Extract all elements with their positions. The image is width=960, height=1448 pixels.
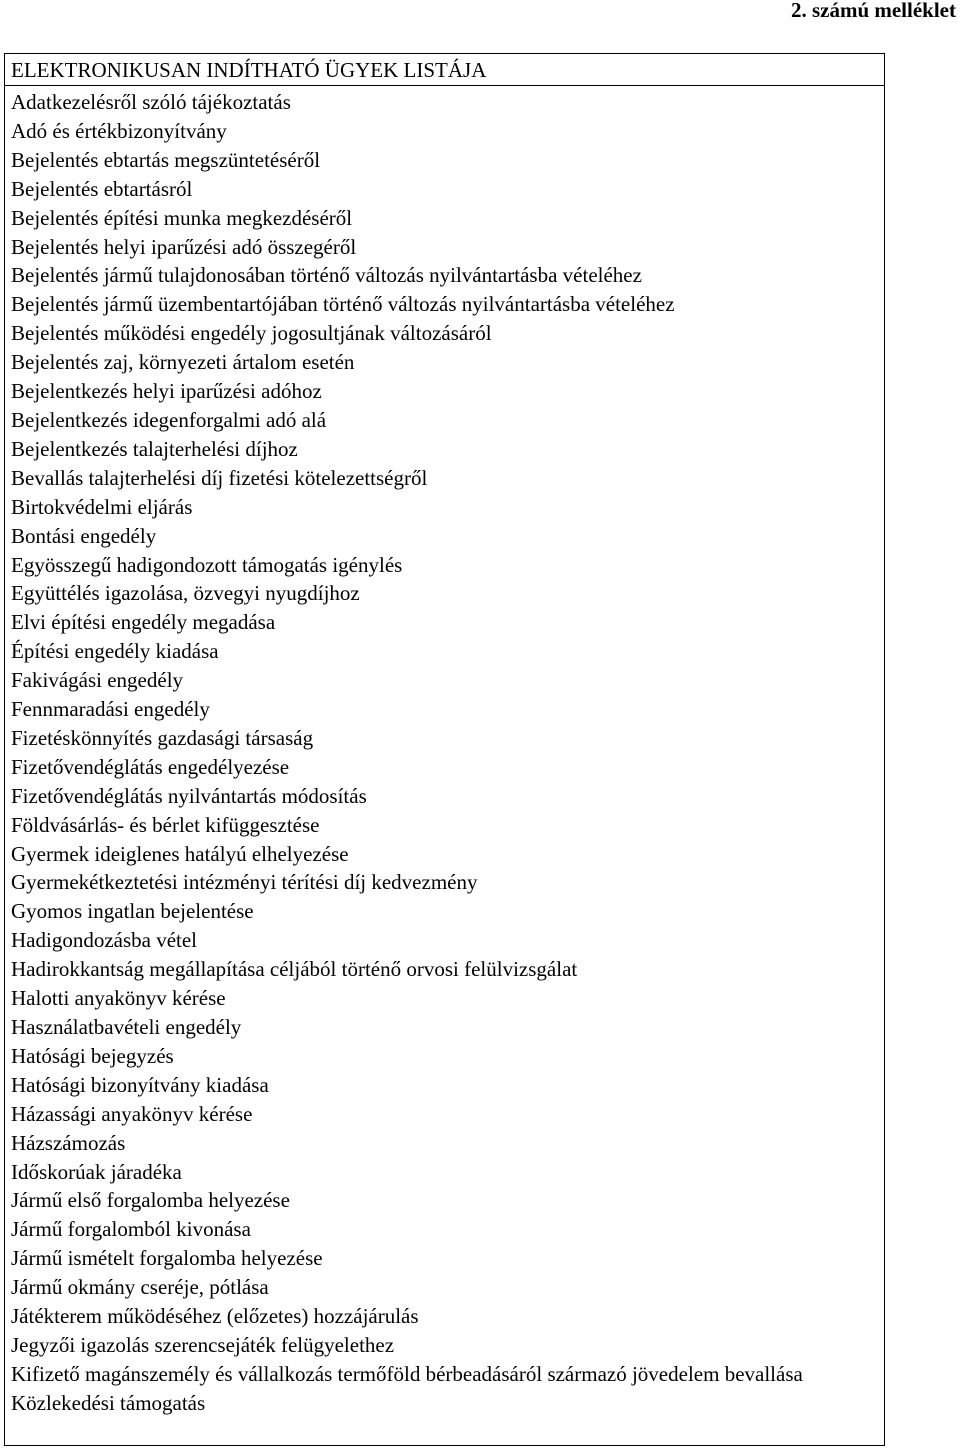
list-item: Építési engedély kiadása (11, 639, 219, 664)
list-item: Egyösszegű hadigondozott támogatás igénylés (11, 552, 403, 577)
list-item: Bejelentés jármű tulajdonosában történő változás nyilvántartásba vételéhez (11, 263, 642, 288)
list-item: Birtokvédelmi eljárás (11, 494, 193, 519)
list-item: Időskorúak járadéka (11, 1159, 182, 1184)
list-item: Együttélés igazolása, özvegyi nyugdíjhoz (11, 581, 360, 606)
table-title: ELEKTRONIKUSAN INDÍTHATÓ ÜGYEK LISTÁJA (5, 54, 884, 86)
list-item: Földvásárlás- és bérlet kifüggesztése (11, 812, 320, 837)
annex-label: 2. számú melléklet (790, 0, 956, 22)
list-item: Házassági anyakönyv kérése (11, 1101, 253, 1126)
list-item: Jármű ismételt forgalomba helyezése (11, 1246, 323, 1271)
list-item: Bejelentés helyi iparűzési adó összegéről (11, 234, 357, 259)
list-item: Bejelentés ebtartásról (11, 176, 193, 201)
list-item: Hatósági bizonyítvány kiadása (11, 1072, 269, 1097)
list-item: Házszámozás (11, 1130, 126, 1155)
list-item: Fakivágási engedély (11, 668, 184, 693)
cases-table (4, 53, 885, 1446)
list-item: Jármű okmány cseréje, pótlása (11, 1275, 269, 1300)
list-item: Bejelentkezés helyi iparűzési adóhoz (11, 379, 322, 404)
list-item: Játékterem működéséhez (előzetes) hozzájárulás (11, 1304, 419, 1329)
list-item: Jármű első forgalomba helyezése (11, 1188, 290, 1213)
list-item: Elvi építési engedély megadása (11, 610, 276, 635)
list-item: Fizetéskönnyítés gazdasági társaság (11, 725, 314, 750)
list-item: Közlekedési támogatás (11, 1390, 206, 1415)
list-item: Gyomos ingatlan bejelentése (11, 899, 254, 924)
list-item: Hatósági bejegyzés (11, 1043, 174, 1068)
list-item: Bejelentés működési engedély jogosultjának változásáról (11, 321, 492, 346)
list-item: Hadigondozásba vétel (11, 928, 198, 953)
list-item: Fennmaradási engedély (11, 697, 210, 722)
list-item: Fizetővendéglátás nyilvántartás módosítás (11, 783, 367, 808)
list-item: Bontási engedély (11, 523, 157, 548)
list-item: Halotti anyakönyv kérése (11, 986, 226, 1011)
list-item: Bejelentkezés idegenforgalmi adó alá (11, 407, 327, 432)
list-item: Használatbavételi engedély (11, 1015, 242, 1039)
list-item: Bejelentés ebtartás megszüntetéséről (11, 147, 321, 172)
list-item: Bejelentkezés talajterhelési díjhoz (11, 436, 298, 461)
list-item: Hadirokkantság megállapítása céljából történő orvosi felülvizsgálat (11, 957, 578, 982)
list-item: Jegyzői igazolás szerencsejáték felügyelethez (11, 1332, 395, 1357)
list-item: Bevallás talajterhelési díj fizetési kötelezettségről (11, 465, 428, 490)
list-item: Bejelentés jármű üzembentartójában történő változás nyilvántartásba vételéhez (11, 292, 675, 317)
list-item: Adatkezelésről szóló tájékoztatás (11, 90, 291, 114)
list-item: Kifizető magánszemély és vállalkozás termőföld bérbeadásáról származó jövedelem bevallása (11, 1361, 803, 1386)
list-item: Gyermekétkeztetési intézményi térítési díj kedvezmény (11, 870, 478, 895)
list-item: Adó és értékbizonyítvány (11, 118, 227, 143)
list-item: Fizetővendéglátás engedélyezése (11, 754, 290, 779)
list-item: Bejelentés építési munka megkezdéséről (11, 205, 353, 230)
case-list (5, 86, 884, 1418)
list-item: Bejelentés zaj, környezeti ártalom esetén (11, 350, 355, 375)
list-item: Gyermek ideiglenes hatályú elhelyezése (11, 841, 349, 866)
list-item: Jármű forgalomból kivonása (11, 1217, 251, 1242)
